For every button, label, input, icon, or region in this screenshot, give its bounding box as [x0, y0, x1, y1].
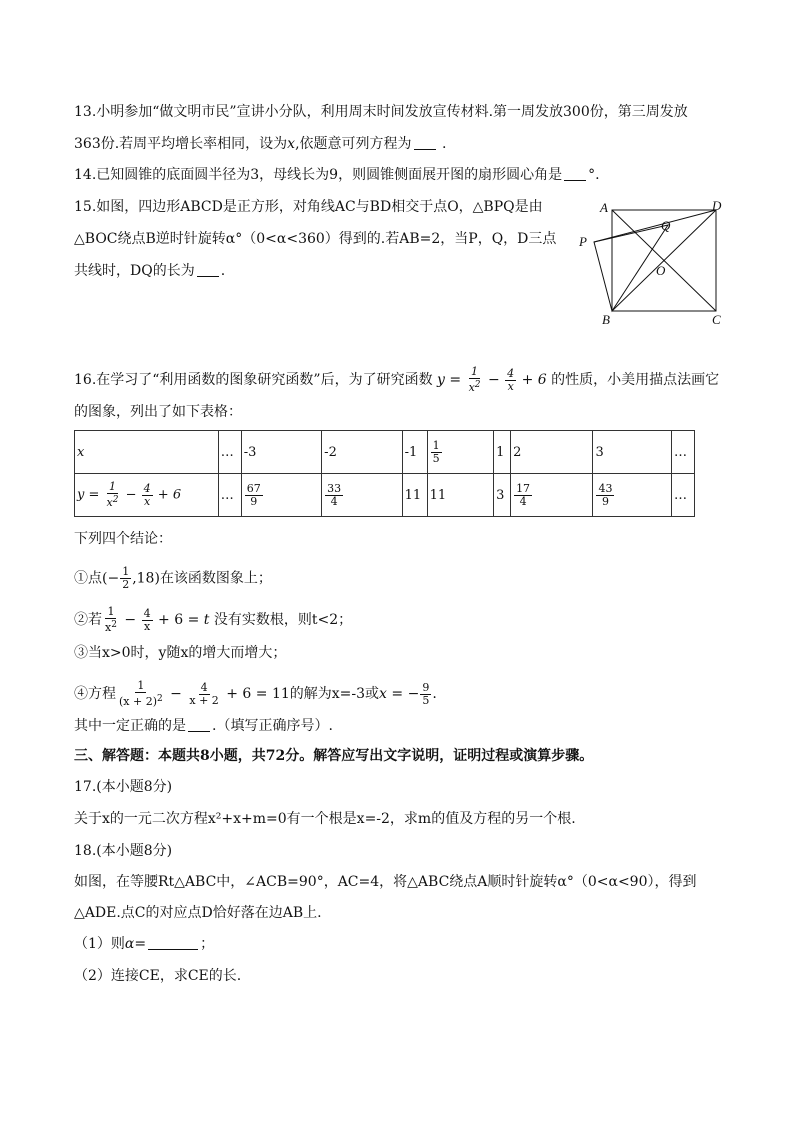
- q17-text: 关于x的一元二次方程x²+x+m=0有一个根是x=-2，求m的值及方程的另一个根.: [74, 811, 576, 827]
- q13-line1: 13.小明参加“做文明市民”宣讲小分队，利用周末时间发放宣传材料.第一周发放300份，第三周发放: [74, 104, 688, 120]
- answer-blank: [188, 717, 210, 732]
- q16-line1: 16.在学习了“利用函数的图象研究函数”后，为了研究函数 y = $\frac{1}{x^2}$ − $\frac{4}{x}$ + 6 的性质，小美用描点法画它: [74, 365, 720, 394]
- table-row-y: y = $\frac{1}{x^2}$ − $\frac{4}{x}$ + 6 … $\frac{67}{9}$ $\frac{33}{4}$ 11 11 3 $\frac{17}{4}$ $\frac{43}{9}$ …: [75, 474, 695, 517]
- q15-line3: 共线时，DQ的长为 .: [74, 263, 226, 279]
- q17-title: 17.(本小题8分): [74, 779, 173, 795]
- q18-sub2: （2）连接CE，求CE的长.: [74, 968, 242, 984]
- conclusion-1: ①点(− $\frac{1}{2}$ ,18)在该函数图象上；: [74, 565, 272, 591]
- section-3-heading: 三、解答题：本题共8小题，共72分。解答应写出文字说明，证明过程或演算步骤。: [74, 748, 594, 764]
- table-row-x: x … -3 -2 -1 $\frac{1}{5}$ 1 2 3 …: [75, 431, 695, 474]
- label-p: P: [579, 234, 587, 249]
- q14: 14.已知圆锥的底面圆半径为3，母线长为9，则圆锥侧面展开图的扇形圆心角是 °.: [74, 167, 600, 183]
- q15-line2: △BOC绕点B逆时针旋转α°（0<α<360）得到的.若AB=2，当P，Q，D三点: [74, 231, 557, 247]
- answer-blank: [197, 262, 219, 277]
- function-expression: y = $\frac{1}{x^2}$ − $\frac{4}{x}$ + 6: [437, 365, 547, 394]
- answer-blank: [148, 935, 198, 950]
- q18-title: 18.(本小题8分): [74, 843, 173, 859]
- conclusion-4: ④方程 $\frac{1}{(x + 2)^2}$ − $\frac{4}{x + 2}$ + 6 = 11的解为x=-3或x = − $\frac{9}{5}$ .: [74, 679, 437, 708]
- conclusion-3: ③当x>0时，y随x的增大而增大；: [74, 645, 287, 661]
- value-table: [74, 430, 695, 517]
- q15-line1: 15.如图，四边形ABCD是正方形，对角线AC与BD相交于点O，△BPQ是由: [74, 199, 543, 215]
- label-q: Q: [661, 218, 671, 233]
- q13-line2: 363份.若周平均增长率相同，设为x,依题意可列方程为 .: [74, 136, 447, 152]
- conclusion-2: ②若 $\frac{1}{x^2}$ − $\frac{4}{x}$ + 6 = t 没有实数根，则t<2；: [74, 605, 353, 634]
- answer-blank: [564, 166, 586, 181]
- label-o: O: [656, 263, 666, 278]
- q18-sub1: （1）则α= ；: [74, 936, 215, 952]
- label-b: B: [602, 312, 610, 327]
- q18-line1: 如图，在等腰Rt△ABC中，∠ACB=90°，AC=4，将△ABC绕点A顺时针旋转α°（0<α<90），得到: [74, 874, 697, 890]
- q16-line2: 的图象，列出了如下表格：: [74, 404, 242, 420]
- q16-answer-line: 其中一定正确的是 .（填写正确序号）.: [74, 718, 333, 734]
- label-a: A: [600, 200, 608, 215]
- label-d: D: [712, 198, 722, 213]
- answer-blank: [414, 135, 436, 150]
- square-rotation-figure: [572, 196, 732, 336]
- conclusion-intro: 下列四个结论：: [74, 531, 172, 547]
- label-c: C: [712, 312, 721, 327]
- q18-line2: △ADE.点C的对应点D恰好落在边AB上.: [74, 905, 322, 921]
